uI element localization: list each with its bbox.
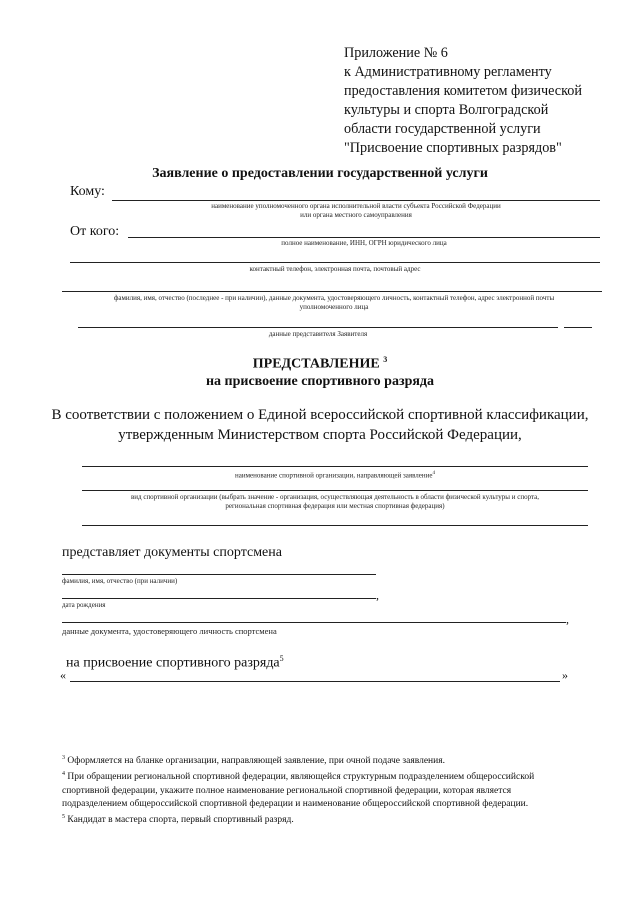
athlete-doc-hint: данные документа, удостоверяющего личность спортсмена bbox=[62, 626, 277, 636]
rank-quote-close: » bbox=[562, 668, 568, 682]
rank-quote-open: « bbox=[60, 668, 66, 682]
to-hint-1: наименование уполномоченного органа исполнительной власти субъекта Российской Федерации bbox=[211, 202, 501, 210]
appendix-block bbox=[344, 44, 634, 158]
org-type-input-line[interactable] bbox=[82, 490, 588, 491]
athlete-birth-line[interactable] bbox=[62, 598, 376, 599]
representation-paragraph: В соответствии с положением о Единой всероссийской спортивной классификации, утвержденным Министерством спорта Российской Федерации, bbox=[51, 407, 589, 443]
representation-heading: ПРЕДСТАВЛЕНИЕ $^3$ bbox=[252, 355, 388, 372]
athlete-doc-line[interactable] bbox=[62, 622, 566, 623]
from-input-line[interactable] bbox=[128, 237, 600, 238]
org-type-hint-2: региональная спортивная федерация или местная спортивная федерация) bbox=[225, 502, 445, 510]
to-label: Кому: bbox=[70, 184, 105, 199]
athlete-name-line[interactable] bbox=[62, 574, 376, 575]
athlete-birth-hint: дата рождения bbox=[62, 601, 106, 609]
page-title: Заявление о предоставлении государственной услуги bbox=[152, 166, 488, 181]
appendix-line: предоставления комитетом физической bbox=[344, 83, 582, 99]
footnote-4-cont: спортивной федерации, укажите полное наименование региональной спортивной федерации, которая является bbox=[62, 785, 512, 796]
appendix-line: культуры и спорта Волгоградской bbox=[344, 102, 549, 118]
appendix-line: Приложение № 6 bbox=[344, 45, 448, 61]
footnotes bbox=[62, 752, 622, 827]
representative-hint: данные представителя Заявителя bbox=[268, 330, 368, 338]
to-input-line[interactable] bbox=[112, 200, 600, 201]
athlete-name-hint: фамилия, имя, отчество (при наличии) bbox=[62, 577, 178, 585]
athlete-birth-comma: , bbox=[376, 588, 379, 602]
contacts-hint: контактный телефон, электронная почта, почтовый адрес bbox=[249, 265, 421, 273]
org-hint: наименование спортивной организации, направляющей заявление$^4$ bbox=[234, 471, 435, 480]
contacts-input-line[interactable] bbox=[70, 262, 600, 263]
footnote-4: $^4$ При обращении региональной спортивной федерации, являющейся структурным подразделением общероссийской bbox=[62, 771, 535, 783]
person-hint-2: уполномоченного лица bbox=[299, 303, 369, 311]
representative-input-line-short[interactable] bbox=[564, 327, 592, 328]
org-input-line[interactable] bbox=[82, 466, 588, 467]
representation-subheading: на присвоение спортивного разряда bbox=[205, 374, 435, 389]
footnote-5: $^5$ Кандидат в мастера спорта, первый спортивный разряд. bbox=[62, 814, 294, 826]
rank-input-line[interactable] bbox=[70, 681, 560, 682]
appendix-line: области государственной услуги bbox=[344, 121, 541, 137]
footnote-4-cont: подразделением общероссийской спортивной федерации и наименование общероссийской спортивной федерации. bbox=[62, 798, 529, 809]
athlete-intro: представляет документы спортсмена bbox=[62, 545, 282, 560]
rank-label: на присвоение спортивного разряда$^5$ bbox=[66, 654, 284, 671]
from-hint: полное наименование, ИНН, ОГРН юридического лица bbox=[281, 239, 447, 247]
from-label: От кого: bbox=[70, 224, 120, 239]
to-hint-2: или органа местного самоуправления bbox=[300, 211, 412, 219]
footnote-3: $^3$ Оформляется на бланке организации, направляющей заявление, при очной подаче заявления. bbox=[62, 755, 445, 767]
org-type-extra-line[interactable] bbox=[82, 525, 588, 526]
appendix-line: "Присвоение спортивных разрядов" bbox=[344, 140, 562, 156]
person-hint-1: фамилия, имя, отчество (последнее - при наличии), данные документа, удостоверяющего личность, контактный телефон, адрес электронной почты bbox=[113, 294, 555, 302]
representative-input-line[interactable] bbox=[78, 327, 558, 328]
org-type-hint-1: вид спортивной организации (выбрать значение - организация, осуществляющая деятельность в области физической культуры и спорта, bbox=[130, 493, 540, 501]
athlete-doc-comma: , bbox=[566, 612, 569, 626]
appendix-line: к Административному регламенту bbox=[344, 64, 552, 80]
person-input-line[interactable] bbox=[62, 291, 602, 292]
